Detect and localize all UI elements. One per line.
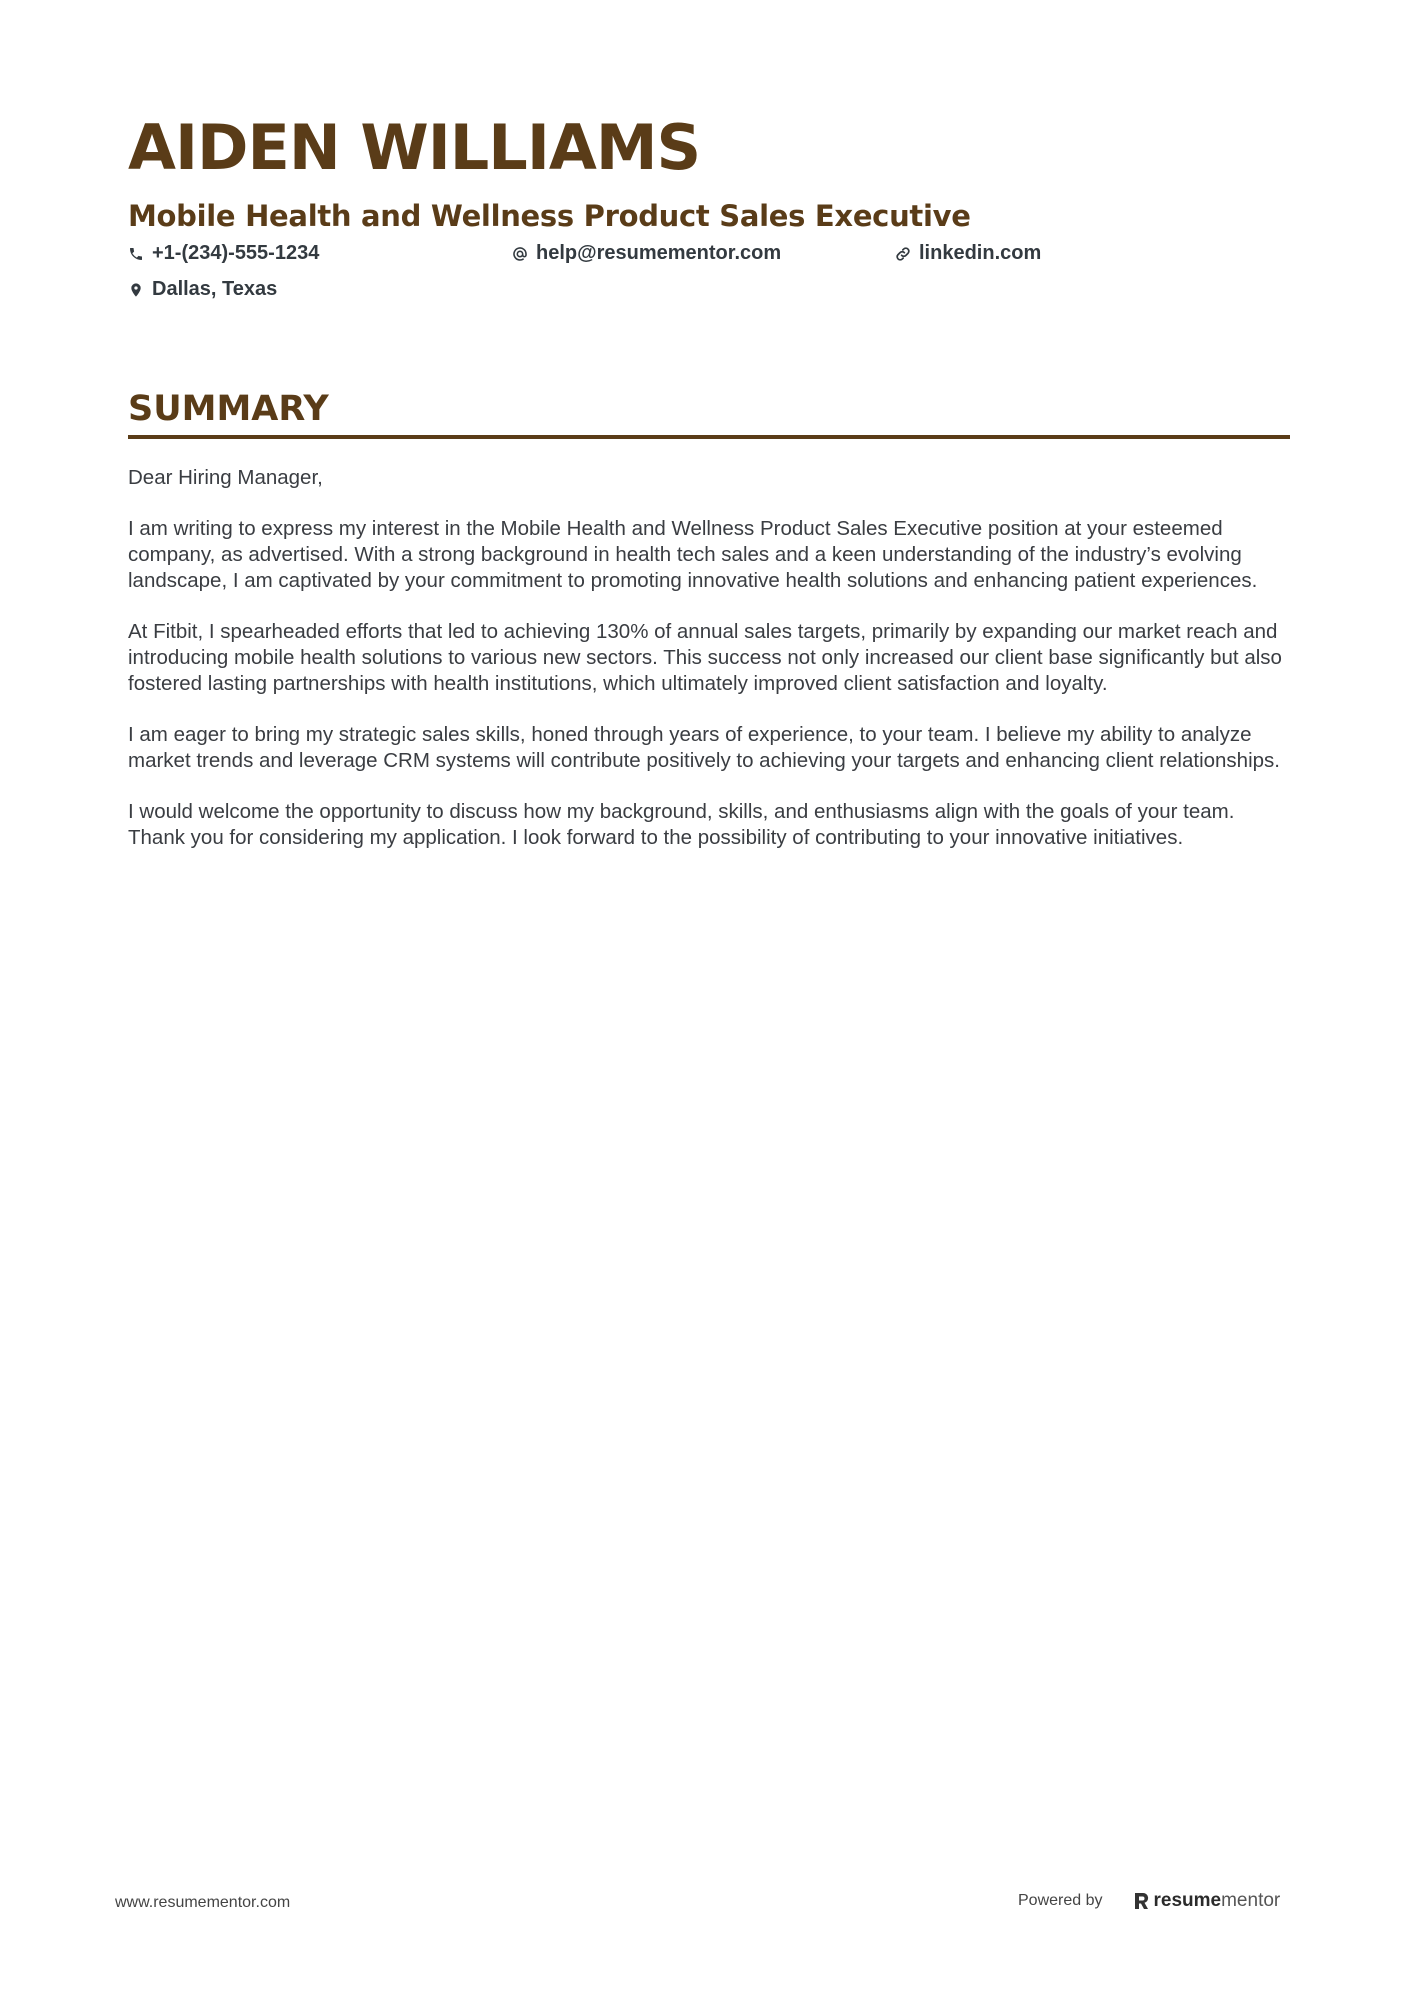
brand-name-light: mentor [1221, 1890, 1281, 1911]
candidate-name: AIDEN WILLIAMS [128, 111, 701, 184]
letter-paragraph: I am eager to bring my strategic sales skills, honed through years of experience, to your team. I believe my ability to analyze market trends and leverage CRM systems will contribute positively to achieving your targets and enhancing client relationships. [128, 722, 1280, 772]
brand-name-bold: resume [1153, 1890, 1222, 1911]
section-divider [128, 435, 1290, 439]
link-text: linkedin.com [919, 242, 1042, 264]
footer-branding [1018, 1890, 1280, 1912]
email-text: help@resumementor.com [536, 242, 782, 264]
at-icon [512, 246, 528, 262]
resumementor-logo-icon [1133, 1891, 1151, 1911]
letter-paragraph: At Fitbit, I spearheaded efforts that led to achieving 130% of annual sales targets, primarily by expanding our market reach and introducing mobile health solutions to various new sectors. This success not only increased our client base significantly but also fostered lasting partnerships with health institutions, which ultimately improved client satisfaction and loyalty. [128, 620, 1282, 695]
contact-location [128, 278, 277, 301]
greeting-paragraph: Dear Hiring Manager, [128, 466, 323, 489]
contact-link[interactable] [895, 242, 1041, 265]
powered-by-label: Powered by [1018, 1892, 1103, 1909]
link-icon [895, 246, 911, 262]
location-text: Dallas, Texas [152, 278, 278, 300]
resume-header [128, 108, 1290, 312]
footer-website[interactable]: www.resumementor.com [115, 1894, 291, 1911]
summary-heading: SUMMARY [128, 389, 329, 429]
letter-paragraph: I would welcome the opportunity to discuss how my background, skills, and enthusiasms align with the goals of your team. Thank you for considering my application. I look forward to the possibility of contributing to your innovative initiatives. [128, 800, 1235, 849]
contact-email[interactable] [512, 242, 781, 265]
cover-letter-body [128, 465, 1290, 850]
summary-section [128, 385, 1290, 876]
brand-logo[interactable] [1133, 1890, 1281, 1912]
location-pin-icon [128, 282, 144, 298]
letter-paragraph: I am writing to express my interest in the Mobile Health and Wellness Product Sales Executive position at your esteemed company, as advertised. With a strong background in health tech sales and a keen understanding of the industry’s evolving landscape, I am captivated by your commitment to promoting innovative health solutions and enhancing patient experiences. [128, 517, 1258, 592]
job-title: Mobile Health and Wellness Product Sales Executive [128, 199, 971, 233]
phone-icon [128, 246, 144, 262]
contact-phone [128, 242, 319, 265]
contact-list [128, 242, 1290, 312]
phone-text: +1-(234)-555-1234 [152, 242, 320, 264]
